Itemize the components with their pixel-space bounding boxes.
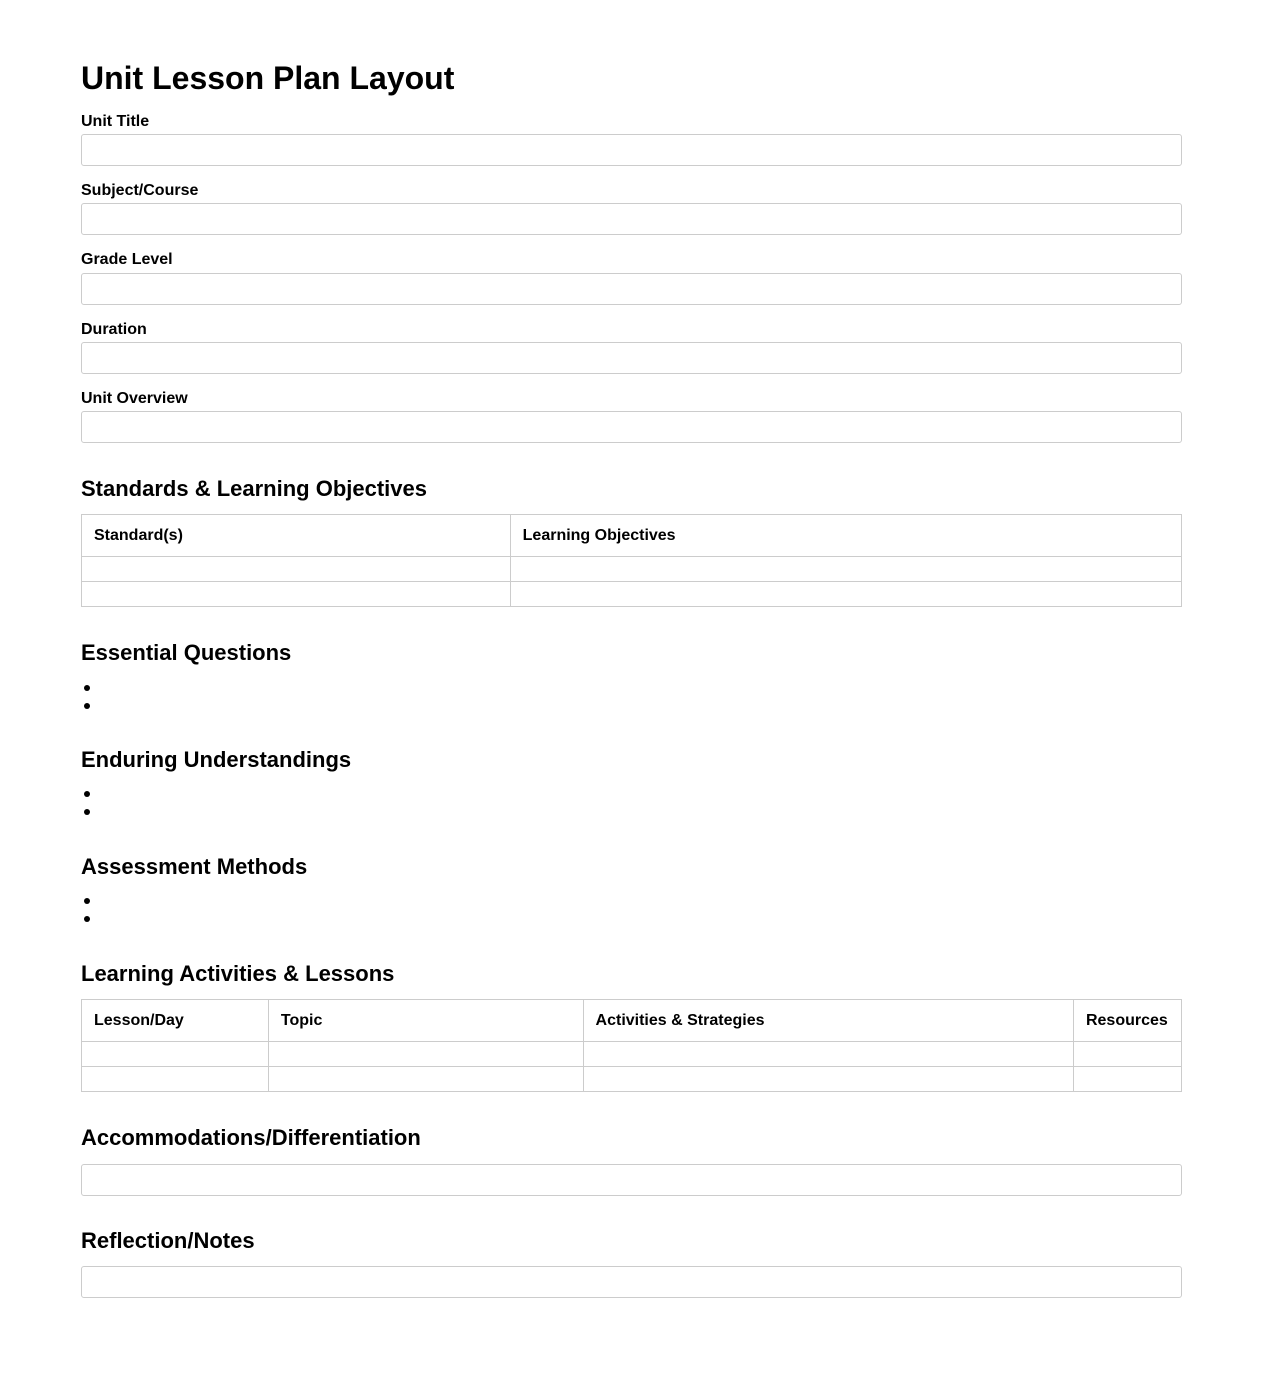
table-row [82, 1067, 1182, 1092]
column-header: Topic [268, 1000, 583, 1042]
grade-level-input[interactable] [81, 273, 1182, 305]
unit-overview-input[interactable] [81, 411, 1182, 443]
page-title: Unit Lesson Plan Layout [81, 60, 455, 96]
column-header: Resources [1073, 1000, 1181, 1042]
subject-course-label: Subject/Course [81, 182, 199, 199]
activities-table [81, 999, 1182, 1092]
accommodations-input[interactable] [81, 1164, 1182, 1196]
table-cell[interactable] [82, 582, 511, 607]
essential-questions-heading: Essential Questions [81, 640, 292, 665]
unit-title-label: Unit Title [81, 113, 150, 130]
table-cell[interactable] [510, 557, 1181, 582]
table-header-row [82, 515, 1182, 557]
table-cell[interactable] [1073, 1067, 1181, 1092]
column-header: Activities & Strategies [583, 1000, 1073, 1042]
table-row [82, 1042, 1182, 1067]
table-row [82, 582, 1182, 607]
column-header: Lesson/Day [82, 1000, 269, 1042]
table-cell[interactable] [1073, 1042, 1181, 1067]
table-cell[interactable] [268, 1042, 583, 1067]
table-cell[interactable] [583, 1067, 1073, 1092]
unit-overview-label: Unit Overview [81, 390, 188, 407]
assessment-methods-heading: Assessment Methods [81, 854, 308, 879]
table-cell[interactable] [268, 1067, 583, 1092]
table-cell[interactable] [82, 1042, 269, 1067]
column-header: Standard(s) [82, 515, 511, 557]
unit-title-input[interactable] [81, 134, 1182, 166]
duration-label: Duration [81, 321, 147, 338]
table-cell[interactable] [583, 1042, 1073, 1067]
reflection-input[interactable] [81, 1266, 1182, 1298]
table-cell[interactable] [82, 1067, 269, 1092]
activities-heading: Learning Activities & Lessons [81, 961, 395, 986]
duration-input[interactable] [81, 342, 1182, 374]
column-header: Learning Objectives [510, 515, 1181, 557]
table-header-row [82, 1000, 1182, 1042]
reflection-heading: Reflection/Notes [81, 1228, 255, 1253]
table-row [82, 557, 1182, 582]
grade-level-label: Grade Level [81, 251, 173, 268]
table-cell[interactable] [82, 557, 511, 582]
accommodations-heading: Accommodations/Differentiation [81, 1125, 421, 1150]
standards-heading: Standards & Learning Objectives [81, 476, 427, 501]
subject-course-input[interactable] [81, 203, 1182, 235]
standards-table [81, 514, 1182, 607]
table-cell[interactable] [510, 582, 1181, 607]
enduring-understandings-heading: Enduring Understandings [81, 747, 352, 772]
